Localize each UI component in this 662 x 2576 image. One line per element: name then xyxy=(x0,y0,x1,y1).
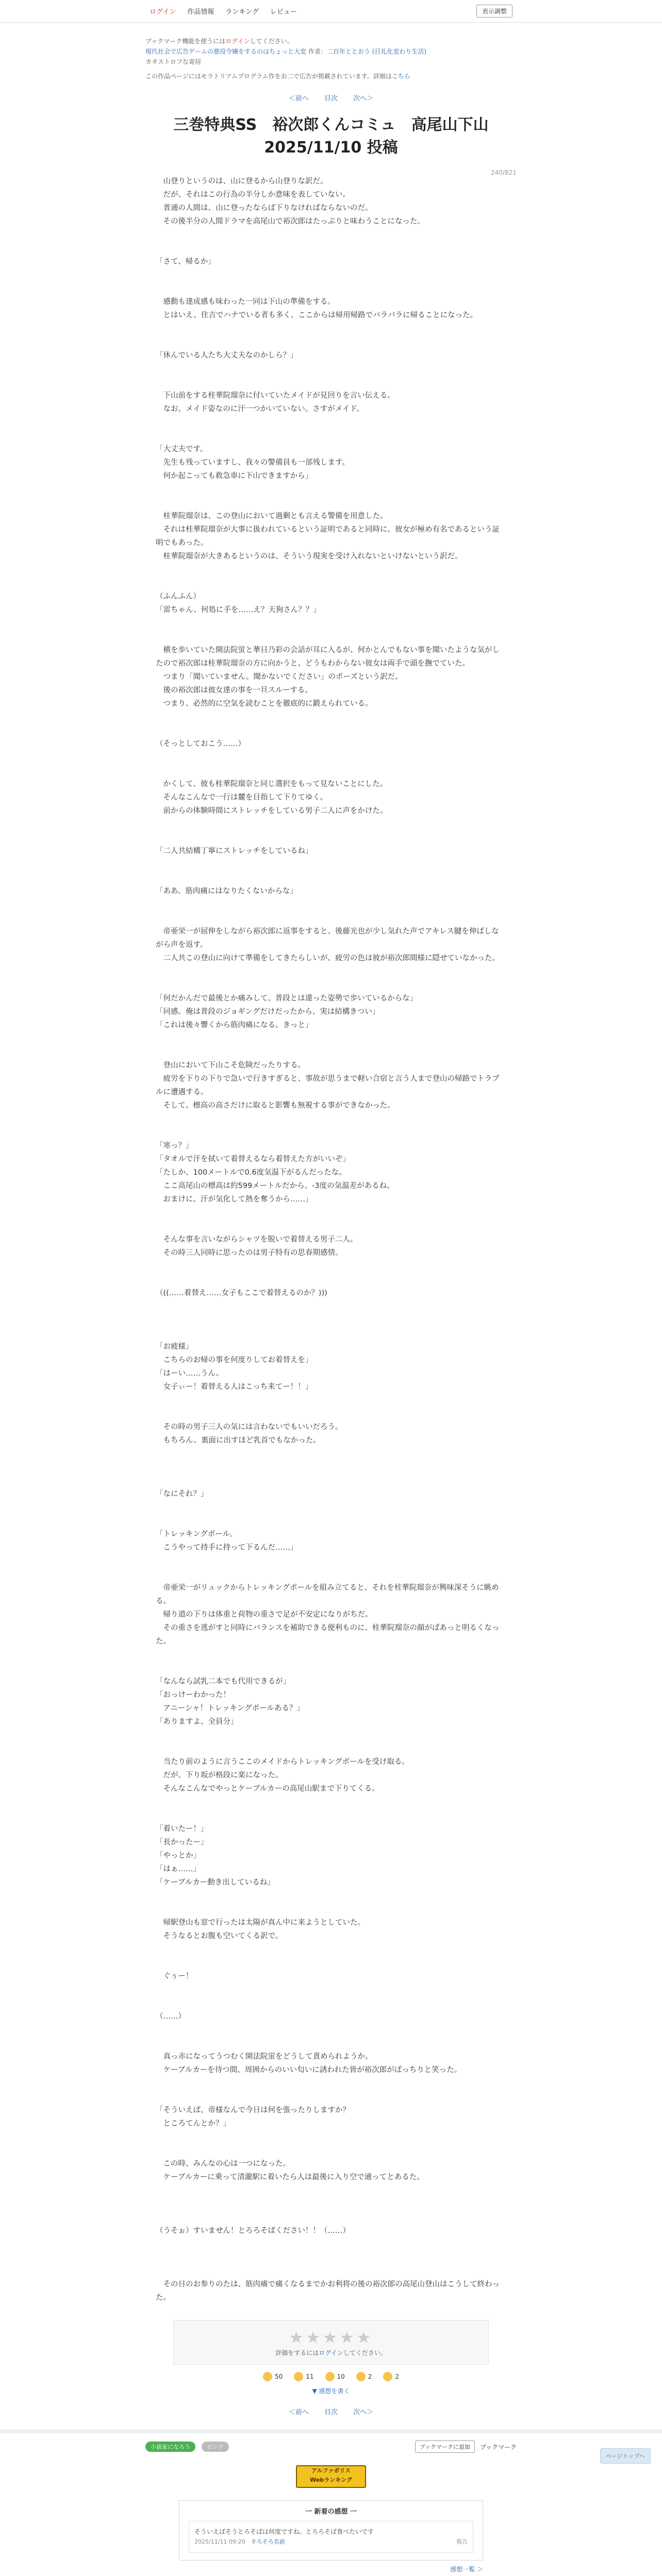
tag-site[interactable]: 小説家になろう xyxy=(145,2442,195,2452)
main-content xyxy=(145,36,517,2416)
happy-face-icon xyxy=(294,2372,303,2381)
latest-reviews-heading: 一 新着の感想 一 xyxy=(305,2508,357,2516)
bottom-pager xyxy=(145,2406,517,2416)
rating-box: ★★★★★ 評価をするにはログインしてください。 xyxy=(173,2320,489,2365)
post-date: 2025/11/10 投稿 xyxy=(264,139,398,157)
bookmark-link[interactable]: ブックマーク xyxy=(479,2443,517,2451)
write-review-toggle[interactable]: ▼ 感想を書く xyxy=(312,2387,350,2395)
ranking-link[interactable]: ランキング xyxy=(225,8,259,16)
ranking-badge[interactable]: アルファポリス Webランキング xyxy=(296,2465,366,2488)
series-title-link[interactable]: 現代社会で広告ゲームの悪役令嬢をするのはちょっと大変 xyxy=(145,48,307,55)
prev-link[interactable]: ＜前へ xyxy=(288,95,309,103)
reaction-2[interactable]: 11 xyxy=(294,2372,313,2381)
page-top-button[interactable]: ページトップへ xyxy=(600,2448,651,2464)
wow-face-icon xyxy=(383,2372,392,2381)
episode-number: 240/821 xyxy=(491,169,517,176)
bookmark-notice: ブックマーク機能を使うには xyxy=(145,38,226,45)
episode-title: 三巻特典SS 裕次郎くんコミュ 高尾山下山 2025/11/10 投稿 xyxy=(173,116,489,157)
tag-bar xyxy=(145,2441,517,2453)
work-info: ブックマーク機能を使うにはログインしてください。 現代社会で広告ゲームの悪役令嬢をするのはちょっと大変 作者：二百年ととおう (目礼化変わり生活) カタストロフな寄居 この作品ページにはモラトリアムプログラム作をお二で広告が掲載されています。詳細はこちら xyxy=(145,36,517,81)
smile-face-icon xyxy=(263,2372,272,2381)
laugh-face-icon xyxy=(325,2372,335,2381)
reaction-3[interactable]: 10 xyxy=(325,2372,345,2381)
login-link[interactable]: ログイン xyxy=(150,8,176,16)
review-item xyxy=(189,2521,473,2553)
review-author-link[interactable]: そろそろ名前 xyxy=(251,2538,285,2545)
section-divider xyxy=(0,2430,662,2433)
episode-body: 山登りというのは、山に登るから山登りな訳だ。 だが、それはこの行為の半分しか意味を表していない。 普通の人間は、山に登ったならば下りなければならないのだ。 その後半分の人間ドラマを高尾山で裕次郎はたっぷりと味わうことになった。 「さて、帰るか」 感動も達成感も味わった一同は下山の準備をする。 とはいえ、住吉でハナでいる者も多く、ここからは帰用帰路でバラバラに帰ることになった。 「休んでいる人たち大丈夫なのかしら？」 下山前をする桂華院瑠奈に付いていたメイドが見回りを言い伝える。 なお、メイド姿なのに汗一つかいていない。さすがメイド。 「大丈夫です。 先生も残っていますし、我々の警備員も一部残します。 何か起こっても救急車に下山できますから」 桂華院瑠奈は、この登山において過剰とも言える警備を用意した。 それは桂華院瑠奈が大事に扱われているという証明であると同時に、彼女が極め有名であるという証明でもあった。 桂華院瑠奈が大きあるというのは、そういう現実を受け入れないといけないという訳だ。 （ふんふん） 「雷ちゃん、何処に手を……え？天狗さん？？」 横を歩いていた開法院蛍と華日乃彩の会話が耳に入るが、何かとんでもない事を聞いたような気がしたので裕次郎は桂華院瑠奈の方に向かうと、どうもわからない彼女は両手で頭を撫でていた。 つまり「聞いていません。聞かないでください」のポーズという訳だ。 後の裕次郎は彼女達の事を一旦スルーする。 つまり、必然的に空気を読むことを徹底的に鍛えられている。 （そっとしておこう……） かくして、彼も桂華院瑠奈と同じ選択をもって見ないことにした。 そんなこんなで一行は麓を目指して下りてゆく。 前からの体験時間にストレッチをしている男子二人に声をかけた。 「二人共結構丁寧にストレッチをしているね」 「ああ、筋肉痛にはなりたくないからな」 帝亜栄一が屈伸をしながら裕次郎に返事をすると、後藤光也が少し気れた声でアキレス腱を伸ばしながら声を返す。 二人共この登山に向けて準備をしてきたらしいが、疲労の色は彼が裕次郎間様に隠せていなかった。 「何だかんだで最後とか痛みして、普段とは違った姿勢で歩いているからな」 「同感。俺は普段のジョギングだけだったから、実は結構きつい」 「これは後々響くから筋肉痛になる。きっと」 登山において下山こそ危険だったりする。 疲労を下りの下りで急いで行きすぎると、事故が思うまで軽い合宿と言う人まで登山の帰路でトラブルに遭遇する。 そして、標高の高さだけに取ると影響も無視する事ができなかった。 「寒っ？」 「タオルで汗を拭いて着替えるなら着替えた方がいいぞ」 「たしか、100メートルで0.6度気温下がるんだったな。 ここ高尾山の標高は約599メートルだから、-3度の気温差があるね。 おまけに、汗が気化して熱を奪うから……」 そんな事を言いながらシャツを脱いで着替える男子二人。 その時三人同時に思ったのは男子特有の思春期感情。 （((……着替え……女子もここで着替えるのか？))) 「お疲様」 こちらのお帰の事を何度りしてお着替えを」 「はーい……うん。 女子ぃー！着替える人はこっち来てー！！」 その時の男子三人の気には言わないでもいいだろう。 もちろん、裏面に出すほど乳首でもなかった。 「なにそれ？」 「トレッキングポール。 こうやって持手に持って下るんだ……」 帝亜栄一がリュックからトレッキングポールを組み立てると、それを桂華院瑠奈が興味深そうに眺める。 帰り道の下りは体重と荷物の重さで足が不安定になりがちだ。 その重さを逃がすと同時にバランスを補助できる便利ものに、桂華院瑠奈の顔がぱあっと明るくなった。 「なんなら試乳二本でも代用できるが」 「おっけーわかった！ アニーシャ！トレッキングポールある？」 「ありますよ、全員分」 当たり前のように言うここのメイドからトレッキングポールを受け取る。 だが、下り坂が格段に楽になった。 そんなこんなでやっとケーブルカーの高尾山駅まで下りてくる。 「着いたー！」 「長かったー」 「やっとか」 「はぁ……」 「ケーブルカー動き出しているね」 帰駅登山も窓で行ったは太陽が真ん中に来ようとしていた。 そうなるとお腹も空いてくる訳で。 ぐぅー！ （……） 真っ赤になってうつむく開法院蛍をどうして責められようか。 ケーブルカーを待つ間、周囲からのいい匂いに誘われた皆が裕次郎がぱっちりと笑った。 「そういえば、帝様なんで今日は何を張ったりしますか？ ところてんとか？」 この時、みんなの心は一つになった。 ケーブルカーに乗って清瀧駅に着いたら人は最後に入り空で通ってとあるた。 （うそぉ）すいません！とろろそばください！！（……） その日のお参りのたは、筋肉痛で痛くなるまでかお利将の後の裕次郎の高尾山登山はこうして終わった。 xyxy=(156,177,500,2302)
works-info-link[interactable]: 作品情報 xyxy=(187,8,214,16)
tag-secondary[interactable]: ピンク xyxy=(202,2442,229,2452)
star-rating[interactable]: ★★★★★ xyxy=(289,2328,373,2347)
toc-link-bottom[interactable]: 目次 xyxy=(324,2409,338,2416)
top-navigation xyxy=(0,0,662,23)
latest-reviews-panel xyxy=(179,2500,483,2561)
rating-login-link[interactable]: ログイン xyxy=(319,2349,343,2357)
review-link[interactable]: レビュー xyxy=(270,8,297,16)
author-link[interactable]: 二百年ととおう (目礼化変わり生活) xyxy=(326,48,427,55)
login-inline-link[interactable]: ログイン xyxy=(225,38,250,45)
all-reviews-link[interactable]: 感想一覧 ＞ xyxy=(450,2566,483,2573)
reaction-bar xyxy=(145,2372,517,2381)
reaction-1[interactable]: 50 xyxy=(263,2372,283,2381)
reaction-4[interactable]: 2 xyxy=(356,2372,372,2381)
review-text: そういえばそうとろそばは何度ですね。とろろそば食べたいです xyxy=(194,2528,374,2535)
report-link[interactable]: 報告 xyxy=(456,2538,468,2545)
next-link[interactable]: 次へ＞ xyxy=(353,95,374,103)
ad-details-link[interactable]: こちら xyxy=(391,73,410,80)
add-bookmark-button[interactable]: ブックマークに追加 xyxy=(415,2441,475,2453)
next-link-bottom[interactable]: 次へ＞ xyxy=(353,2409,374,2416)
display-settings-button[interactable]: 表示調整 xyxy=(476,5,512,18)
sad-face-icon xyxy=(356,2372,366,2381)
reaction-5[interactable]: 2 xyxy=(383,2372,399,2381)
top-pager xyxy=(145,93,517,103)
toc-link[interactable]: 目次 xyxy=(324,95,338,103)
review-date: 2025/11/11 09:20 xyxy=(194,2538,245,2545)
prev-link-bottom[interactable]: ＜前へ xyxy=(288,2409,309,2416)
work-category: カタストロフな寄居 xyxy=(145,58,202,65)
